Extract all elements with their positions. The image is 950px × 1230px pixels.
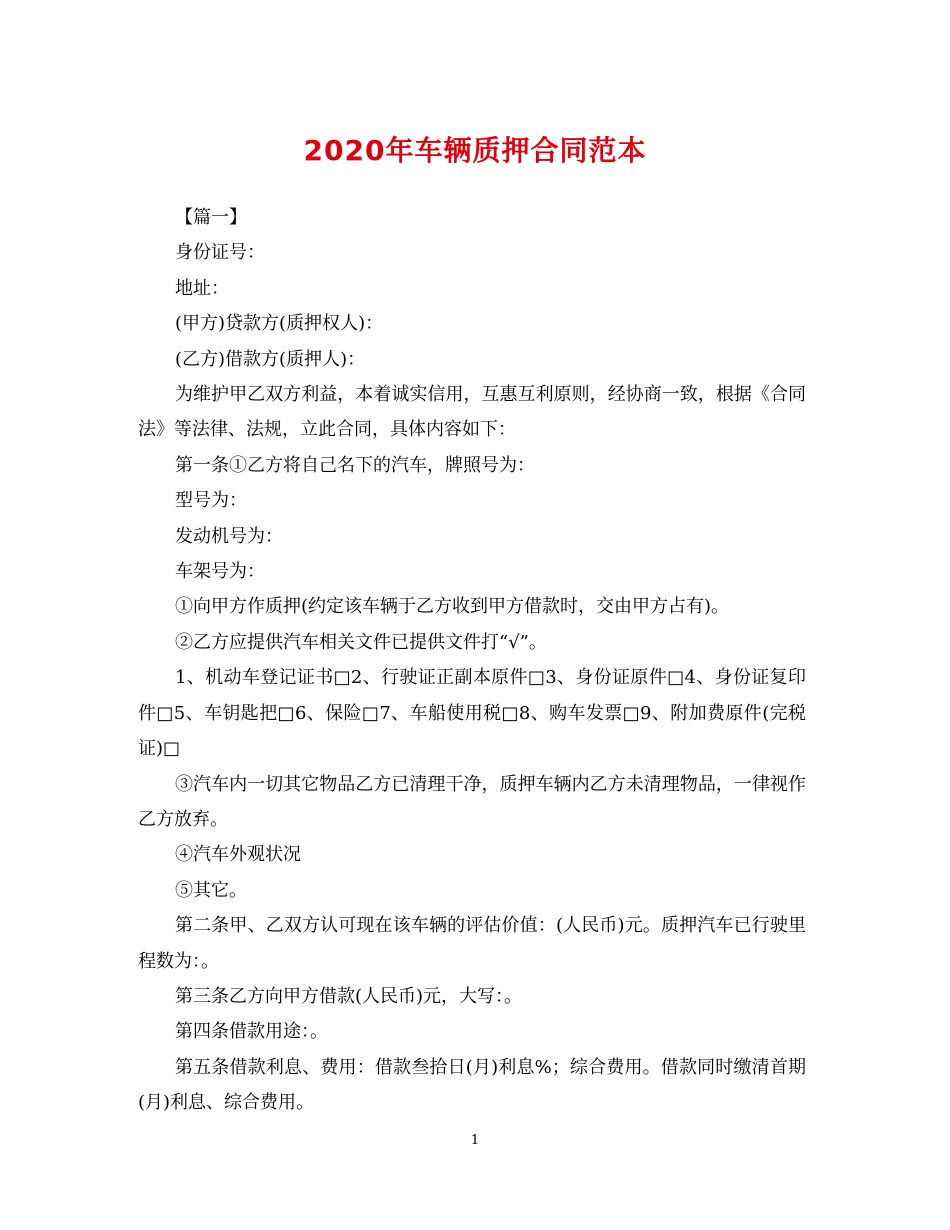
clause-paragraph: ⑤其它。 — [175, 879, 247, 901]
documents-checklist-paragraph: 1、机动车登记证书□2、行驶证正副本原件□3、身份证原件□4、身份证复印件□5、车钥匙把□6、保险□7、车船使用税□8、购车发票□9、附加费原件(完税证)□ — [138, 667, 806, 760]
id-number-field: 身份证号： — [175, 242, 265, 264]
article-3-paragraph: 第三条乙方向甲方借款(人民币)元，大写：。 — [175, 985, 523, 1007]
document-body — [138, 200, 806, 1121]
page-number: 1 — [470, 1133, 480, 1148]
preamble-paragraph: 为维护甲乙双方利益，本着诚实信用，互惠互利原则，经协商一致，根据《合同法》等法律、法规，立此合同，具体内容如下： — [138, 384, 806, 441]
clause-paragraph: ①向甲方作质押(约定该车辆于乙方收到甲方借款时，交由甲方占有)。 — [175, 596, 730, 618]
section-heading: 【篇一】 — [175, 207, 247, 228]
model-field: 型号为： — [175, 490, 247, 512]
document-title: 2020年车辆质押合同范本 — [303, 134, 647, 167]
clause-paragraph: ②乙方应提供汽车相关文件已提供文件打“√”。 — [175, 631, 547, 653]
article-1-paragraph: 第一条①乙方将自己名下的汽车，牌照号为： — [175, 454, 535, 476]
address-field: 地址： — [175, 277, 229, 299]
party-a-field: (甲方)贷款方(质押权人)： — [175, 313, 384, 335]
party-b-field: (乙方)借款方(质押人)： — [175, 348, 366, 370]
clause-paragraph: ④汽车外观状况 — [175, 844, 301, 866]
engine-number-field: 发动机号为： — [175, 525, 283, 547]
frame-number-field: 车架号为： — [175, 561, 265, 583]
clause-paragraph: ③汽车内一切其它物品乙方已清理干净，质押车辆内乙方未清理物品，一律视作乙方放弃。 — [138, 773, 806, 830]
article-4-paragraph: 第四条借款用途：。 — [175, 1021, 328, 1043]
article-2-paragraph: 第二条甲、乙双方认可现在该车辆的评估价值：(人民币)元。质押汽车已行驶里程数为：。 — [138, 915, 806, 972]
article-5-paragraph: 第五条借款利息、费用：借款叁拾日(月)利息%；综合费用。借款同时缴清首期(月)利息、综合费用。 — [138, 1056, 806, 1114]
